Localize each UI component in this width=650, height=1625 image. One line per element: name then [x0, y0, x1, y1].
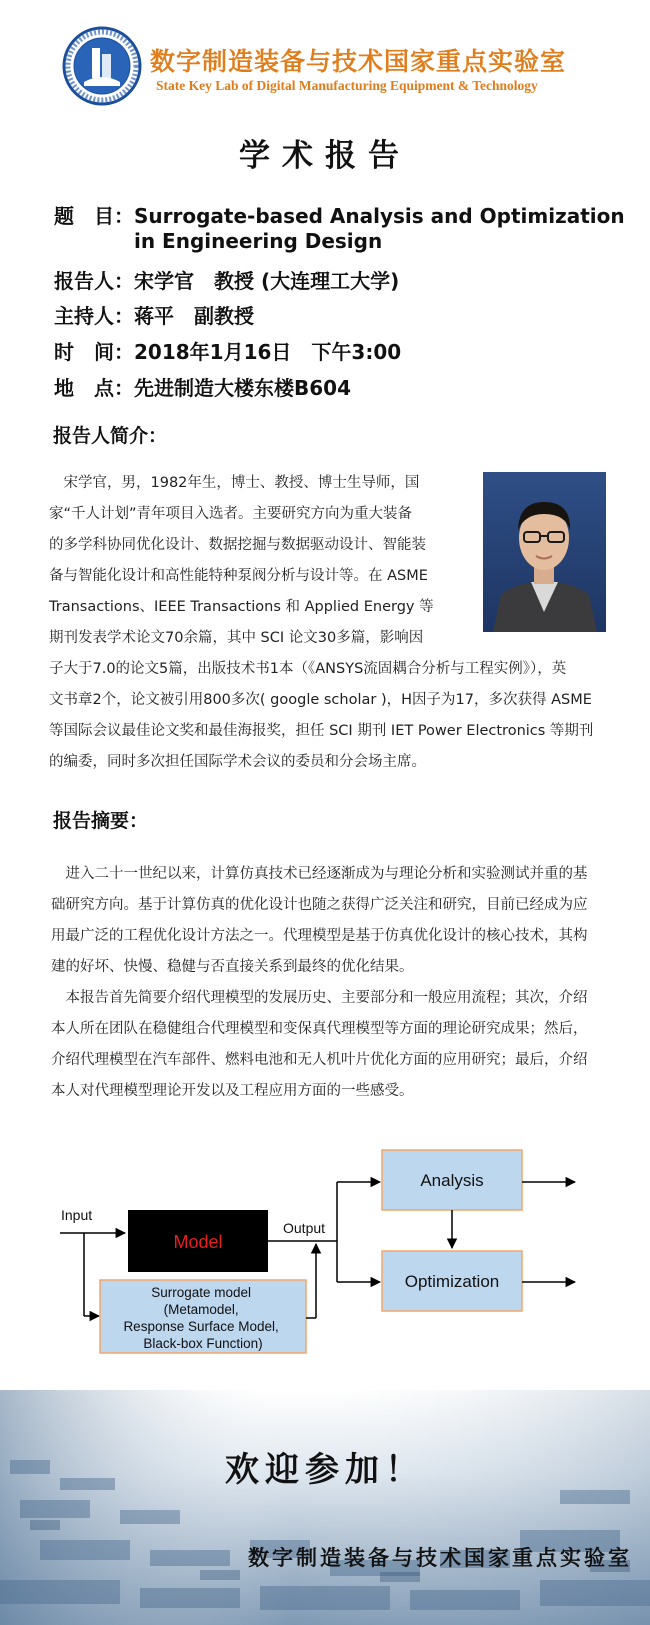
- surrogate-line: Surrogate model: [151, 1285, 252, 1300]
- lab-name-en: State Key Lab of Digital Manufacturing Equipment & Technology: [156, 78, 538, 93]
- optimization-label: Optimization: [404, 1272, 500, 1291]
- bio-heading: 报告人简介：: [53, 425, 168, 447]
- surrogate-line: (Metamodel,: [163, 1302, 239, 1317]
- bio-line: 文书章2个，论文被引用800多次( google scholar )，H因子为17，多次获得 ASME: [49, 692, 592, 708]
- surrogate-flow-diagram: [55, 1140, 615, 1380]
- output-label: Output: [283, 1220, 326, 1236]
- speaker-label: 报告人：: [54, 269, 134, 293]
- abstract-line: 介绍代理模型在汽车部件、燃料电池和无人机叶片优化方面的应用研究；最后，介绍: [51, 1052, 588, 1068]
- bio-line: 的多学科协同优化设计、数据挖掘与数据驱动设计、智能装: [49, 537, 426, 553]
- abstract-heading: 报告摘要：: [53, 810, 149, 832]
- topic-row: [54, 200, 625, 229]
- abstract-line: 础研究方向。基于计算仿真的优化设计也随之获得广泛关注和研究，目前已经成为应: [51, 897, 588, 913]
- bio-line: 家“千人计划”青年项目入选者。主要研究方向为重大装备: [49, 506, 413, 522]
- place-value: 先进制造大楼东楼B604: [134, 376, 351, 400]
- topic-line2: in Engineering Design: [134, 229, 383, 253]
- host-value: 蒋平 副教授: [134, 304, 254, 328]
- speaker-row: [54, 265, 399, 294]
- speaker-photo: [483, 472, 606, 632]
- abstract-text: [51, 859, 616, 1107]
- bio-text-full: [49, 654, 614, 778]
- speaker-value: 宋学官 教授 (大连理工大学): [134, 269, 400, 293]
- time-label: 时 间：: [54, 340, 134, 364]
- page-title: 学术报告: [239, 138, 411, 174]
- bio-line: 等国际会议最佳论文奖和最佳海报奖，担任 SCI 期刊 IET Power Electronics 等期刊: [49, 723, 594, 739]
- model-label: Model: [173, 1232, 223, 1252]
- time-value: 2018年1月16日 下午3:00: [134, 340, 402, 364]
- footer-lab-name: 数字制造装备与技术国家重点实验室: [248, 1545, 632, 1570]
- host-row: [54, 300, 254, 329]
- lab-logo: [62, 26, 142, 106]
- welcome-text: 欢迎参加！: [225, 1450, 425, 1490]
- bio-line: Transactions、IEEE Transactions 和 Applied Energy 等: [49, 599, 434, 615]
- surrogate-line: Black-box Function): [143, 1336, 263, 1351]
- abstract-line: 用最广泛的工程优化设计方法之一。代理模型是基于仿真优化设计的核心技术，其构: [51, 928, 588, 944]
- topic-line1: Surrogate-based Analysis and Optimization: [134, 204, 625, 228]
- surrogate-line: Response Surface Model,: [123, 1319, 279, 1334]
- place-row: [54, 372, 351, 401]
- bio-line: 的编委，同时多次担任国际学术会议的委员和分会场主席。: [49, 754, 426, 770]
- topic-label: 题 目：: [54, 204, 134, 228]
- time-row: [54, 336, 401, 365]
- abstract-line: 本报告首先简要介绍代理模型的发展历史、主要部分和一般应用流程；其次，介绍: [51, 990, 588, 1006]
- campus-background-image: [0, 1390, 650, 1625]
- bio-line: 期刊发表学术论文70余篇，其中 SCI 论文30多篇，影响因: [49, 630, 424, 646]
- analysis-label: Analysis: [420, 1171, 484, 1190]
- bio-text-short: [49, 468, 444, 654]
- abstract-line: 建的好坏、快慢、稳健与否直接关系到最终的优化结果。: [51, 959, 414, 975]
- lab-name-cn: 数字制造装备与技术国家重点实验室: [150, 47, 567, 76]
- abstract-line: 本人对代理模型理论开发以及工程应用方面的一些感受。: [51, 1083, 414, 1099]
- host-label: 主持人：: [54, 304, 134, 328]
- bio-line: 备与智能化设计和高性能特种泵阀分析与设计等。在 ASME: [49, 568, 428, 584]
- abstract-line: 本人所在团队在稳健组合代理模型和变保真代理模型等方面的理论研究成果；然后，: [51, 1021, 588, 1037]
- bio-line: 子大于7.0的论文5篇，出版技术书1本（《ANSYS流固耦合分析与工程实例》），英: [49, 661, 567, 677]
- input-label: Input: [61, 1207, 93, 1223]
- place-label: 地 点：: [54, 376, 134, 400]
- bio-line: 宋学官，男，1982年生，博士、教授、博士生导师，国: [49, 475, 420, 491]
- abstract-line: 进入二十一世纪以来，计算仿真技术已经逐渐成为与理论分析和实验测试并重的基: [51, 866, 588, 882]
